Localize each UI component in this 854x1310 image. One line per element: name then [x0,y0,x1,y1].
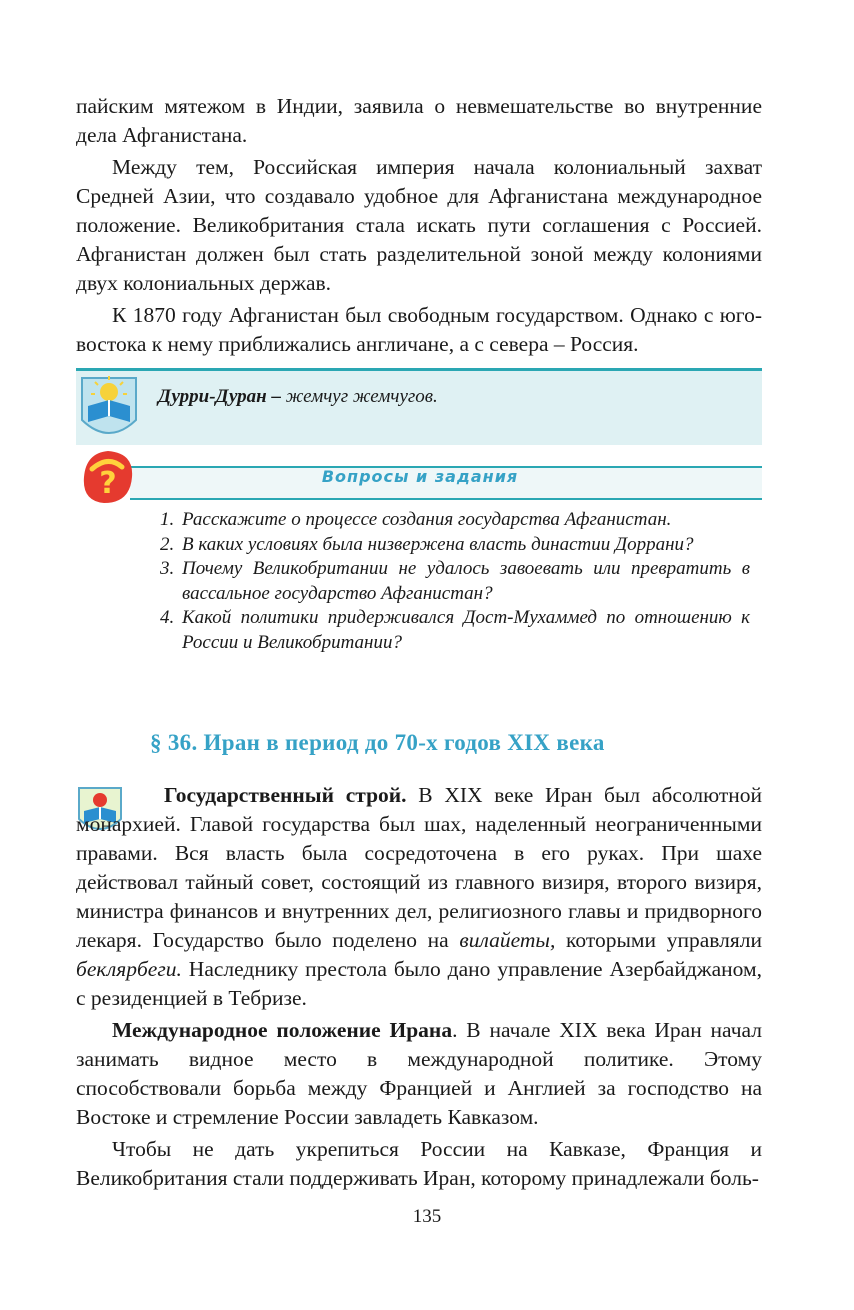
paragraph-caucasus: Чтобы не дать укрепиться России на Кавказе, Франция и Великобритания стали поддерживать Иран, которому принадлежали боль- [76,1137,762,1190]
paragraph-continuation: пайским мятежом в Индии, заявила о невмешательстве во внутренние дела Афганистана. [76,94,762,147]
section-body [76,781,762,1193]
definition-term: Дурри-Дуран – [158,386,281,407]
question-number: 2. [160,533,175,555]
question-mark-icon [78,447,138,507]
question-text: Расскажите о процессе создания государства Афганистан. [182,509,672,530]
question-number: 4. [160,607,175,628]
svg-text:?: ? [99,466,117,501]
heading-state-system: Государственный строй. [164,783,407,807]
intro-text [76,92,762,359]
questions-title: Вопросы и задания [321,467,519,486]
question-item [160,557,750,606]
paragraph-1870: К 1870 году Афганистан был свободным государством. Однако с юго-востока к нему приближались англичане, а с севера – Россия. [76,303,762,356]
definition-meaning: жемчуг жемчугов. [280,386,438,407]
questions-list [160,508,750,655]
question-text: Почему Великобритании не удалось завоевать или превратить в вассальное государство Афганистан? [182,558,750,604]
question-item [160,508,750,533]
term-vilayets: вилайеты, [459,928,556,952]
paragraph-russia: Между тем, Российская империя начала колониальный захват Средней Азии, что создавало удобное для Афганистана международное положение. Великобритания стала искать пути соглашения с Россией. Афганистан должен был стать разделительной зоной между колониями двух колониальных держав. [76,155,762,295]
page-number: 135 [412,1206,442,1227]
text-run: В XIX веке Иран был абсолютной монархией. Главой государства был шах, наделенный неограниченными правами. Вся власть была сосредоточена в его руках. При шахе действовал тайный совет, состоящий из главного визиря, второго визиря, министра финансов и внутренних дел, религиозного главы и придворного лекаря. Государство было поделено на [76,783,763,952]
term-beklarbegi: беклярбеги. [76,957,182,981]
section-title: § 36. Иран в период до 70-х годов XIX века [150,730,605,755]
book-sun-icon [78,372,140,446]
text-run: . В начале XIX века Иран начал занимать видное место в международной политике. Этому способствовали борьба между Францией и Англией за господство на Востоке и стремление России завладеть Кавказом. [76,1018,762,1129]
question-number: 1. [160,509,175,530]
question-item [160,606,750,655]
heading-international: Международное положение Ирана [112,1018,453,1042]
paragraph-state-system [76,781,762,1013]
paragraph-international [76,1016,762,1132]
question-text: В каких условиях была низвержена власть династии Доррани? [182,533,694,555]
definition-text [158,386,438,408]
question-text: Какой политики придерживался Дост-Мухаммед по отношению к России и Великобритании? [182,607,750,653]
text-run: Наследнику престола было дано управление Азербайджаном, с резиденцией в Тебризе. [76,957,762,1010]
text-run: которыми управляли [555,928,762,952]
question-number: 3. [160,558,175,579]
question-item [160,533,750,558]
